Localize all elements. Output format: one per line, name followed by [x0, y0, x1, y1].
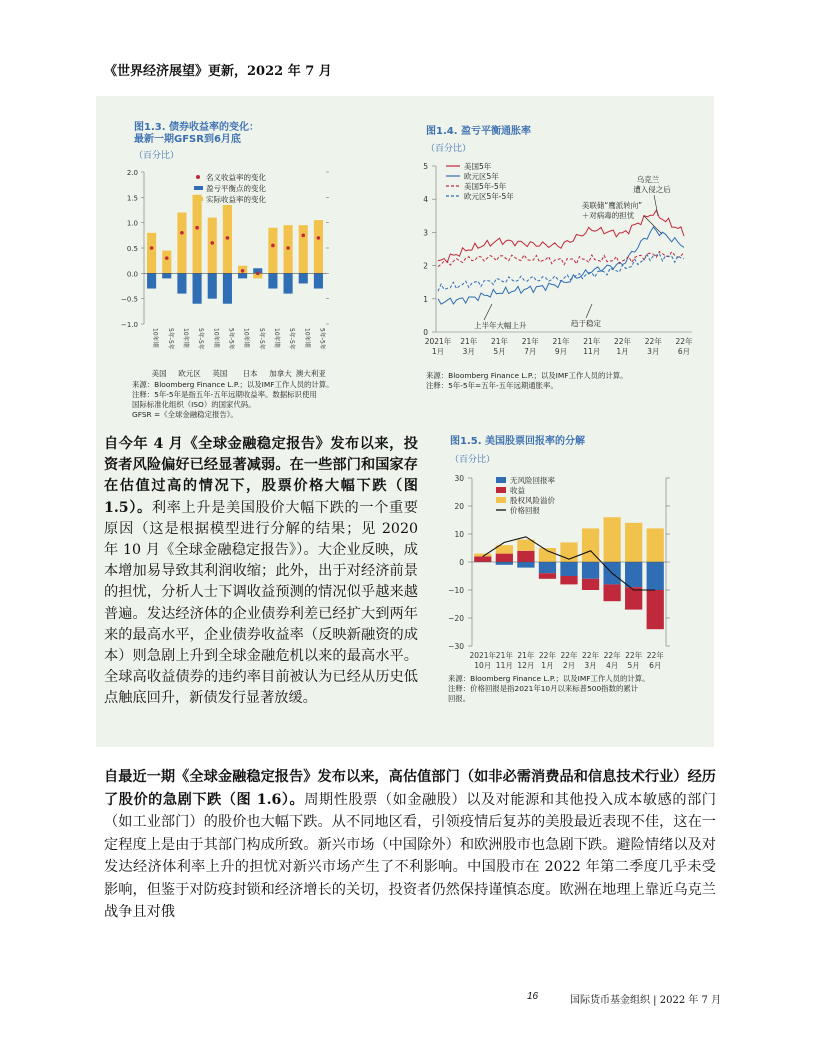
sidebar-rest: 利率上升是美国股价大幅下跌的一个重要原因（这是根据模型进行分解的结果；见 2020 年 10 月《全球金融稳定报告》）。大企业反映，成本增加易导致其利润收缩；此外，出于对经济前景的担忧，分析人士下调收益预测的情况似乎越来越普遍。发达经济体的企业债券利差已经扩大到两年来的最高水平，企业债券收益率（反映新融资的成本）则急剧上升到全球金融危机以来的最高水平。全球高收益债券的违约率目前被认为已经从历史低点触底回升，新债发行显著放缓。 [104, 499, 418, 707]
fig15-xtick-month: 6月 [649, 661, 662, 670]
fig13-bar-breakeven [238, 273, 247, 278]
body-rest: 周期性股票（如金融股）以及对能源和其他投入成本敏感的部门（如工业部门）的股价也大幅下跌。从不同地区看，引领疫情后复苏的美股最近表现不佳，这在一定程度上是由于其部门构成所致。新兴市场（中国除外）和欧洲股市也急剧下跌。避险情绪以及对发达经济体利率上升的担忧对新兴市场产生了不利影响。中国股市在 2022 年第二季度几乎未受影响，但鉴于对防疫封锁和经济增长的关切，投资者仍然保持谨慎态度。欧洲在地理上靠近乌克兰战争且对俄 [104, 791, 716, 920]
fig14-xtick-month: 3月 [647, 347, 660, 356]
fig15-xtick-month: 1月 [541, 661, 554, 670]
fig15-bar-riskfree [625, 562, 642, 587]
fig13-notes [132, 380, 334, 420]
page-number: 16 [527, 991, 539, 1002]
fig15-title: 图1.5. 美国股票回报率的分解 [450, 436, 585, 447]
fig15-xtick-year: 22年 [603, 651, 621, 660]
sidebar-lead: 自今年 4 月《全球金融稳定报告》发布以来，投资者风险偏好已经显著减弱。在一些部门和国家存在估值过高的情况下，股票价格大幅下跌（图 1.5）。 [104, 436, 418, 516]
fig13-dot-nominal [226, 236, 230, 240]
fig14-xtick-month: 1月 [616, 347, 629, 356]
fig14-chart [396, 154, 696, 372]
fig15-bar-riskfree [560, 562, 577, 576]
fig13-dot-nominal [180, 231, 184, 235]
fig13-bar-breakeven [177, 273, 186, 293]
fig15-xtick-month: 3月 [584, 661, 597, 670]
fig13-country-label: 日本 [242, 369, 258, 378]
fig15-legend-swatch [496, 487, 506, 493]
fig14-legend-label: 欧元区5年 [464, 172, 499, 181]
fig14-ytick: 2 [423, 261, 428, 271]
fig14-xtick-month: 5月 [493, 347, 506, 356]
fig15-unit: （百分比） [450, 455, 496, 465]
fig13-bar-breakeven [284, 273, 293, 293]
fig13-ytick: 0.5 [126, 245, 138, 253]
fig13-note-source: 来源：Bloomberg Finance L.P.；以及IMF工作人员的计算。 [132, 380, 334, 389]
fig15-xtick-month: 4月 [605, 661, 619, 670]
fig13-bar-real [162, 251, 171, 274]
fig13-country-label: 美国 [151, 369, 167, 378]
fig13-xtick: 10年期 [151, 328, 159, 348]
fig14-xtick-year: 2021年 [424, 337, 452, 346]
fig14-ytick: 4 [423, 195, 428, 205]
fig15-bar-riskfree [517, 562, 534, 568]
fig13-xtick: 5年-5年 [318, 328, 326, 350]
fig15-legend-label: 股权风险溢价 [510, 496, 555, 505]
fig13-xtick: 10年期 [272, 328, 280, 348]
fig14-xtick-month: 9月 [554, 347, 568, 356]
fig14-annotation: ＋对病毒的担忧 [581, 211, 635, 220]
fig15-bar-riskfree [647, 562, 664, 590]
fig13-xtick: 10年期 [181, 328, 189, 348]
fig14-ytick: 1 [423, 294, 428, 304]
fig14-note-source: 来源：Bloomberg Finance L.P.；以及IMF工作人员的计算。 [426, 371, 628, 380]
fig14-annotation-arrow [644, 216, 662, 234]
fig13-ytick: 1.5 [126, 194, 138, 203]
fig13-bar-real [299, 225, 308, 273]
fig13-ytick: −0.5 [121, 295, 138, 304]
fig15-xtick-year: 22年 [646, 651, 664, 660]
fig15-legend-swatch [496, 477, 506, 483]
fig13-bar-real [268, 228, 277, 274]
fig15-xtick-year: 22年 [582, 651, 600, 660]
fig13-bar-breakeven [299, 273, 308, 283]
fig14-xtick-year: 21年 [490, 337, 509, 346]
fig15-xtick-year: 21年 [495, 651, 513, 660]
fig13-dot-nominal [195, 226, 199, 230]
fig13-xtick: 5年-5年 [288, 328, 296, 350]
fig15-xtick-month: 11月 [495, 661, 513, 670]
fig13-country-label: 加拿大 [269, 369, 292, 378]
fig14-unit: （百分比） [426, 144, 472, 154]
fig13-dot-nominal [241, 269, 245, 273]
fig15-ytick: −30 [448, 642, 464, 651]
fig13-legend-swatch-real [194, 197, 203, 201]
fig14-annotation: 遭入侵之后 [633, 185, 671, 194]
fig13-legend-label: 盈亏平衡点的变化 [206, 184, 266, 193]
fig14-xtick-month: 7月 [524, 347, 537, 356]
fig13-bar-breakeven [162, 273, 171, 278]
fig15-ytick: −20 [448, 614, 464, 623]
body-lead: 自最近一期《全球金融稳定报告》发布以来，高估值部门（如非必需消费品和信息技术行业）经历了股价的急剧下跌（图 1.6）。 [104, 769, 716, 808]
fig15-notes [448, 674, 650, 704]
fig13-dot-nominal [271, 244, 275, 248]
fig15-ytick: 20 [454, 502, 464, 511]
fig14-xtick-month: 6月 [677, 347, 691, 356]
fig13-xtick: 10年期 [212, 328, 220, 348]
fig13-bar-real [177, 213, 186, 274]
fig14-xtick-year: 22年 [644, 337, 662, 346]
fig15-bar-riskfree [539, 562, 556, 573]
fig15-legend-label: 无风险回报率 [510, 476, 555, 485]
fig13-note-3: GFSR =《全球金融稳定报告》。 [132, 410, 238, 419]
fig13-bar-real [147, 233, 156, 274]
fig14-xtick-month: 1月 [431, 347, 445, 356]
fig15-legend-label: 收益 [510, 486, 525, 495]
fig15-bar-earnings [539, 573, 556, 579]
fig15-xtick-year: 22年 [625, 651, 643, 660]
fig14-series-line [438, 227, 684, 304]
fig15-xtick-month: 10月 [474, 661, 492, 670]
fig13-dot-nominal [286, 246, 290, 250]
fig14-annotation: 上半年大幅上升 [474, 321, 527, 330]
fig15-bar-riskfree [582, 562, 599, 579]
fig13-bar-breakeven [208, 273, 217, 298]
fig13-bar-breakeven [193, 273, 202, 303]
fig13-ytick: 0.0 [126, 270, 138, 279]
fig13-title-line2: 最新一期GFSR到6月底 [134, 134, 241, 145]
fig13-bar-breakeven [268, 273, 277, 288]
fig15-bar-erp [647, 528, 664, 562]
fig15-bar-earnings [517, 551, 534, 562]
fig13-legend-label: 名义收益率的变化 [206, 173, 266, 182]
fig15-note-2: 回报。 [448, 694, 471, 703]
fig14-annotation: 趋于稳定 [571, 319, 601, 328]
fig15-bar-earnings [625, 587, 642, 609]
fig15-chart [432, 468, 682, 674]
fig13-dot-nominal [317, 236, 321, 240]
fig13-note-1: 注释：5年-5年是指五年-五年远期收益率。数据标识使用 [132, 390, 317, 399]
fig13-bar-real [193, 195, 202, 274]
fig15-xtick-year: 22年 [538, 651, 556, 660]
fig14-annotation: 美联储“鹰派转向” [581, 201, 643, 210]
fig15-ytick: −10 [448, 586, 464, 595]
fig13-xtick: 5年-5年 [227, 328, 235, 350]
fig13-ytick: 2.0 [126, 169, 138, 177]
fig13-dot-nominal [165, 256, 169, 260]
fig14-xtick-year: 22年 [675, 337, 693, 346]
fig15-bar-earnings [560, 576, 577, 584]
fig13-legend-swatch-breakeven [194, 186, 203, 190]
fig15-bar-erp [539, 548, 556, 562]
fig15-bar-riskfree [496, 562, 513, 565]
fig13-title [134, 122, 259, 146]
footer-org: 国际货币基金组织 | 2022 年 7 月 [570, 995, 722, 1006]
fig15-ytick: 30 [454, 474, 464, 483]
fig13-bar-breakeven [314, 273, 323, 288]
fig14-note-1: 注释：5年-5年=五年-五年远期通胀率。 [426, 381, 558, 390]
fig14-notes [426, 371, 628, 391]
fig15-note-1: 注释：价格回报是指2021年10月以来标普500指数的累计 [448, 684, 639, 693]
fig14-title: 图1.4. 盈亏平衡通胀率 [426, 126, 531, 137]
fig14-ytick: 5 [423, 162, 428, 171]
fig13-unit: （百分比） [134, 151, 180, 161]
fig13-country-label: 欧元区 [178, 369, 201, 378]
fig13-bar-breakeven [223, 273, 232, 303]
fig15-xtick-year: 22年 [560, 651, 578, 660]
fig13-xtick: 10年期 [303, 328, 311, 348]
fig13-ytick: 1.0 [126, 219, 138, 228]
fig15-bar-earnings [496, 554, 513, 562]
fig14-legend-label: 美国5年 [464, 162, 492, 171]
fig14-series-line [438, 254, 684, 292]
fig14-annotation: 乌克兰 [636, 175, 660, 184]
fig13-bar-real [208, 218, 217, 274]
fig14-xtick-year: 21年 [552, 337, 570, 346]
fig14-xtick-month: 11月 [583, 347, 601, 356]
fig14-xtick-year: 22年 [613, 337, 632, 346]
fig13-dot-nominal [301, 234, 305, 238]
fig15-bar-earnings [647, 590, 664, 629]
fig15-xtick-year: 2021年 [469, 651, 497, 660]
fig13-chart [114, 164, 346, 388]
fig14-ytick: 0 [423, 328, 428, 337]
fig13-legend-swatch-nominal [196, 175, 200, 179]
fig15-bar-erp [603, 517, 620, 562]
fig13-title-line1: 图1.3. 债券收益率的变化： [134, 122, 259, 133]
fig15-xtick-year: 21年 [517, 651, 535, 660]
fig15-bar-earnings [582, 579, 599, 590]
fig15-xtick-month: 2月 [562, 661, 576, 670]
fig13-bar-real [314, 220, 323, 273]
fig13-xtick: 10年期 [242, 328, 250, 348]
fig15-bar-earnings [603, 584, 620, 601]
fig15-legend-swatch [496, 497, 506, 503]
fig13-legend-label: 实际收益率的变化 [206, 195, 266, 204]
sidebar-paragraph [104, 434, 418, 710]
fig14-xtick-year: 21年 [583, 337, 601, 346]
fig13-note-2: 国际标准化组织（ISO）的国家代码。 [132, 400, 256, 409]
fig13-xtick: 5年-5年 [166, 328, 174, 350]
fig14-xtick-year: 21年 [521, 337, 539, 346]
fig14-xtick-year: 21年 [460, 337, 478, 346]
body-paragraph [104, 766, 716, 924]
fig13-xtick: 5年-5年 [257, 328, 265, 350]
fig14-legend-label: 欧元区5年-5年 [464, 192, 514, 201]
fig13-dot-nominal [150, 246, 154, 250]
fig14-annotation-arrow [586, 304, 592, 318]
fig15-ytick: 10 [454, 530, 464, 539]
fig15-note-source: 来源：Bloomberg Finance L.P.；以及IMF工作人员的计算。 [448, 674, 650, 683]
fig15-xtick-month: 5月 [627, 661, 640, 670]
fig14-annotation-arrow [484, 304, 492, 320]
fig15-bar-erp [625, 523, 642, 562]
fig13-country-label: 英国 [212, 369, 228, 378]
fig15-bar-earnings [474, 556, 491, 562]
fig15-legend-label: 价格回报 [510, 506, 540, 515]
fig13-ytick: −1.0 [121, 321, 138, 329]
fig15-ytick: 0 [459, 558, 464, 567]
page-header: 《世界经济展望》更新，2022 年 7 月 [104, 64, 332, 79]
fig13-dot-nominal [210, 241, 214, 245]
fig14-xtick-month: 3月 [462, 347, 475, 356]
fig14-ytick: 3 [423, 228, 428, 238]
fig13-country-label: 澳大利亚 [295, 369, 326, 378]
fig15-xtick-month: 12月 [517, 661, 535, 670]
fig14-legend-label: 美国5年-5年 [464, 182, 507, 191]
fig13-bar-breakeven [147, 273, 156, 288]
fig13-xtick: 5年-5年 [197, 328, 205, 350]
